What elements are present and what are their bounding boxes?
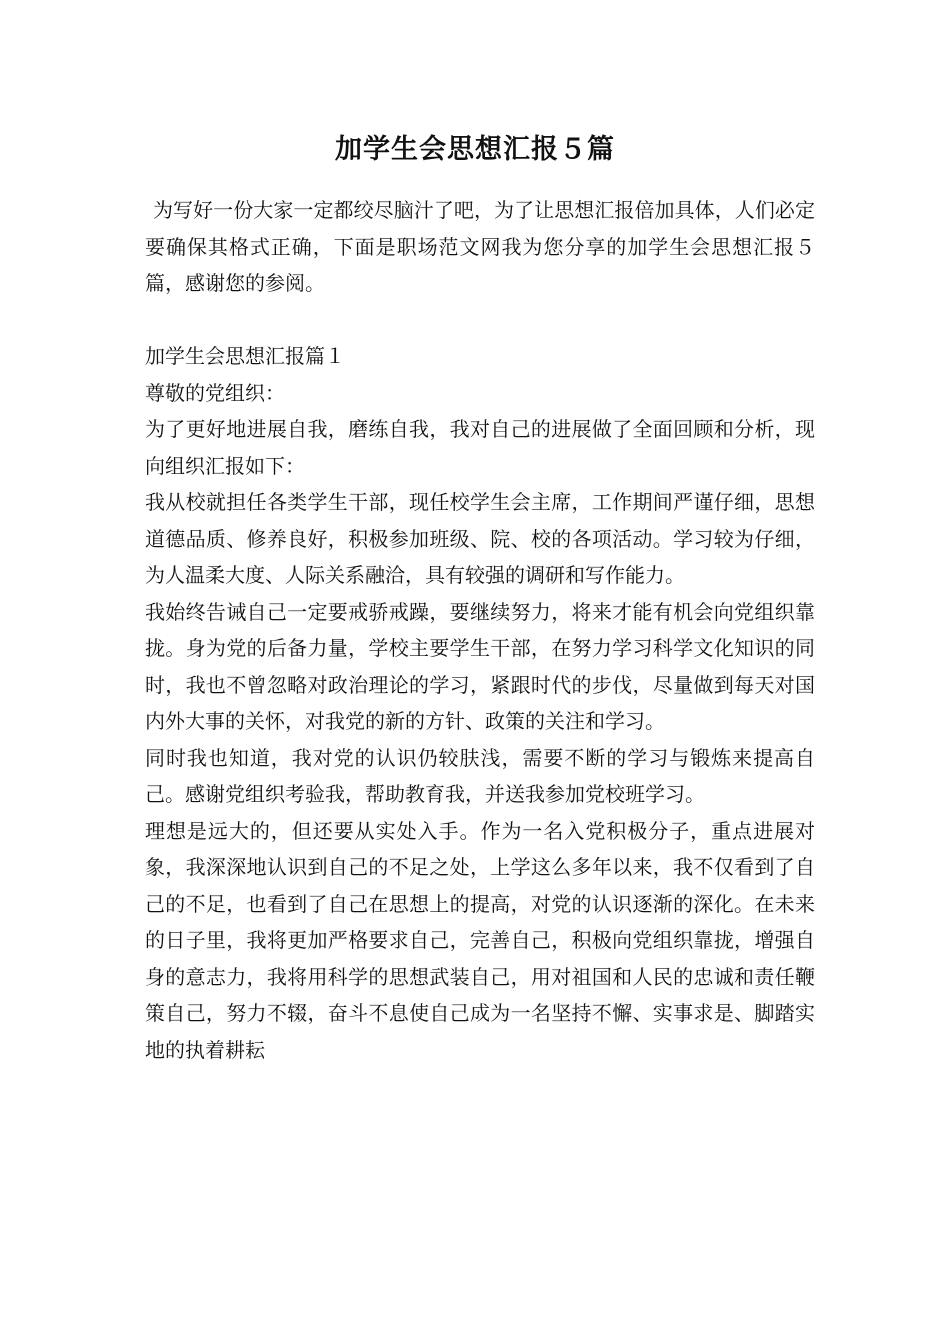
body-paragraph-3: 我始终告诫自己一定要戒骄戒躁，要继续努力，将来才能有机会向党组织靠拢。身为党的后备力量，学校主要学生干部，在努力学习科学文化知识的同时，我也不曾忽略对政治理论的学习，紧跟时代的步伐，尽量做到每天对国内外大事的关怀，对我党的新的方针、政策的关注和学习。	[145, 599, 815, 733]
body-paragraph-2: 我从校就担任各类学生干部，现任校学生会主席，工作期间严谨仔细，思想道德品质、修养良好，积极参加班级、院、校的各项活动。学习较为仔细，为人温柔大度、人际关系融洽，具有较强的调研和写作能力。	[145, 490, 815, 587]
document-body	[145, 192, 815, 1068]
body-paragraph-1: 为了更好地进展自我，磨练自我，我对自己的进展做了全面回顾和分析，现向组织汇报如下：	[145, 417, 815, 478]
body-paragraph-4: 同时我也知道，我对党的认识仍较肤浅，需要不断的学习与锻炼来提高自己。感谢党组织考验我，帮助教育我，并送我参加党校班学习。	[145, 745, 815, 806]
section-heading: 加学生会思想汇报篇１	[145, 344, 345, 368]
paragraph-spacer	[145, 302, 815, 339]
body-paragraph-5: 理想是远大的，但还要从实处入手。作为一名入党积极分子，重点进展对象，我深深地认识到自己的不足之处，上学这么多年以来，我不仅看到了自己的不足，也看到了自己在思想上的提高，对党的认识逐渐的深化。在未来的日子里，我将更加严格要求自己，完善自己，积极向党组织靠拢，增强自身的意志力，我将用科学的思想武装自己，用对祖国和人民的忠诚和责任鞭策自己，努力不辍，奋斗不息使自己成为一名坚持不懈、实事求是、脚踏实地的执着耕耘	[145, 818, 815, 1062]
salutation: 尊敬的党组织：	[145, 380, 285, 405]
intro-paragraph: 为写好一份大家一定都绞尽脑汁了吧，为了让思想汇报倍加具体，人们必定要确保其格式正确，下面是职场范文网我为您分享的加学生会思想汇报５篇，感谢您的参阅。	[145, 198, 815, 295]
document-title: 加学生会思想汇报５篇	[335, 134, 615, 165]
